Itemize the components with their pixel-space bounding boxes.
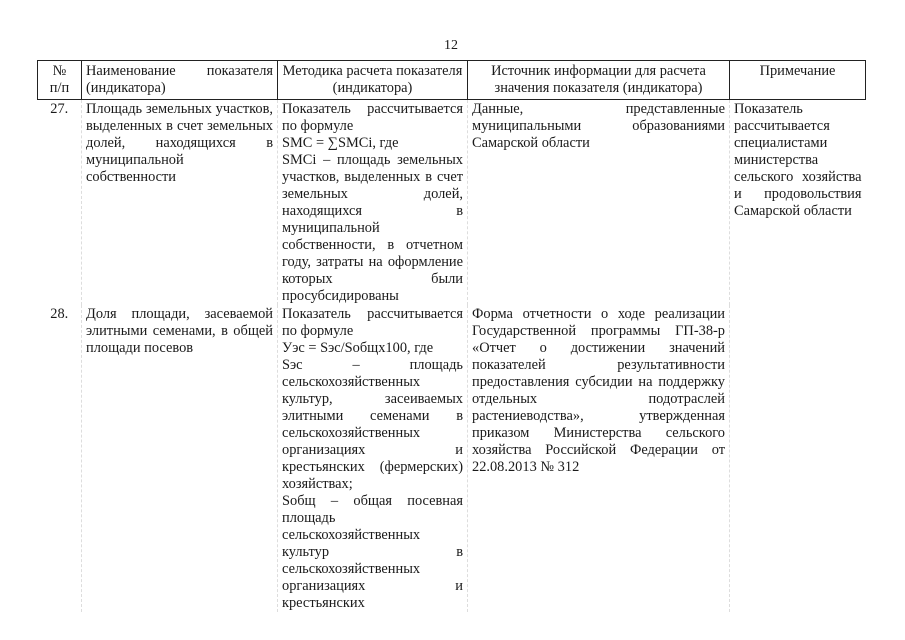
information-source: Данные, представленные муниципальными образованиями Самарской области: [468, 100, 730, 306]
page-number: 12: [444, 38, 458, 53]
calculation-method: Показатель рассчитывается по формуле SМС = ∑SМСi, где SМСi – площадь земельных участков, выделенных в счет земельных долей, находящихся в муниципальной собственности, в отчетном году, затраты на оформление которых были просубсидированы: [278, 100, 468, 306]
indicators-table: [37, 60, 866, 612]
note: Показатель рассчитывается специалистами министерства сельского хозяйства и продовольствия Самарской области: [730, 100, 866, 306]
table-row: [38, 100, 866, 306]
header-calculation-method: Методика расчета показателя (индикатора): [278, 61, 468, 100]
indicator-name: Площадь земельных участков, выделенных в счет земельных долей, находящихся в муниципальной собственности: [82, 100, 278, 306]
information-source: Форма отчетности о ходе реализации Государственной программы ГП-38-р «Отчет о достижении значений показателей результативности предоставления субсидии на поддержку отдельных подотраслей растениеводства», утвержденная приказом Министерства сельского хозяйства Российской Федерации от 22.08.2013 № 312: [468, 305, 730, 612]
table-row: [38, 305, 866, 612]
header-indicator-name: Наименование показателя (индикатора): [82, 61, 278, 100]
note: [730, 305, 866, 612]
indicator-name: Доля площади, засеваемой элитными семенами, в общей площади посевов: [82, 305, 278, 612]
header-information-source: Источник информации для расчета значения показателя (индикатора): [468, 61, 730, 100]
table-header-row: [38, 61, 866, 100]
header-number: № п/п: [38, 61, 82, 100]
calculation-method: Показатель рассчитывается по формуле Уэс = Sэс/Sобщх100, где Sэс – площадь сельскохозяйственных культур, засеиваемых элитными семенами в сельскохозяйственных организациях и крестьянских (фермерских) хозяйствах; Sобщ – общая посевная площадь сельскохозяйственных культур в сельскохозяйственных организациях и крестьянских: [278, 305, 468, 612]
row-number: 28.: [50, 306, 69, 322]
header-note: Примечание: [730, 61, 866, 100]
row-number: 27.: [50, 101, 69, 117]
